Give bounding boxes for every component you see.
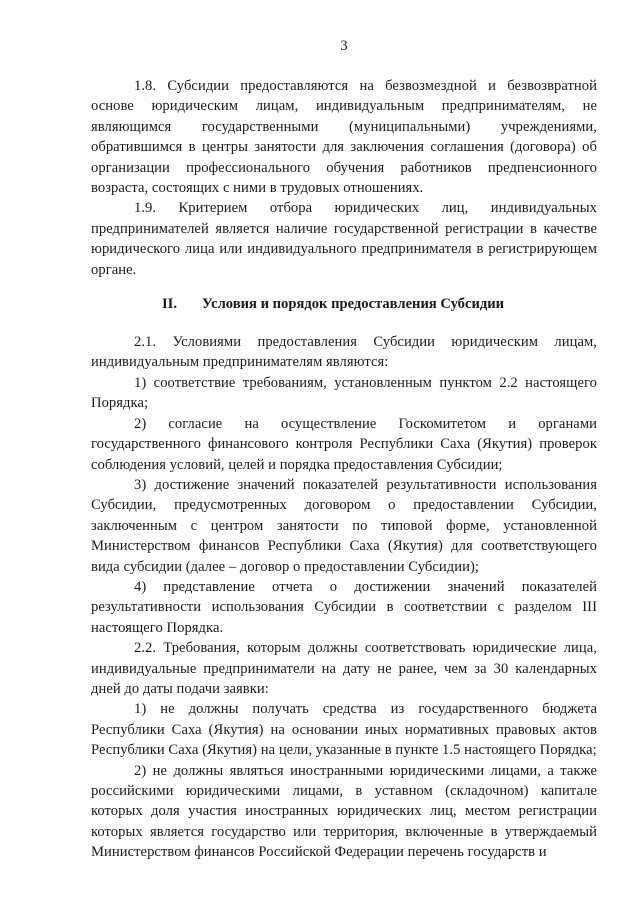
section-title: Условия и порядок предоставления Субсидии — [202, 296, 505, 313]
paragraph-2-1-item-4: 4) представление отчета о достижении значений показателей результативности использования Субсидии в соответствии с разделом III настоящего Порядка. — [91, 578, 597, 636]
paragraph-2-1-item-3: 3) достижение значений показателей результативности использования Субсидии, предусмотренных договором о предоставлении Субсидии, заключенным с центром занятости по типовой форме, установленной Министерством финансов Республики Саха (Якутия) для соответствующего вида субсидии (далее – договор о предоставлении Субсидии); — [91, 476, 597, 575]
paragraph-1-9: 1.9. Критерием отбора юридических лиц, индивидуальных предпринимателей является наличие государственной регистрации в качестве юридического лица или индивидуального предпринимателя в регистрирующем органе. — [91, 200, 597, 278]
paragraph-2-2-item-1: 1) не должны получать средства из государственного бюджета Республики Саха (Якутия) на основании иных нормативных правовых актов Республики Саха (Якутия) на цели, указанные в пункте 1.5 настоящего Порядка; — [91, 701, 597, 759]
section-heading — [91, 294, 597, 314]
paragraph-2-2: 2.2. Требования, которым должны соответствовать юридические лица, индивидуальные предприниматели на дату не ранее, чем за 30 календарных дней до даты подачи заявки: — [91, 640, 597, 697]
section-number: II. — [162, 296, 178, 313]
paragraph-2-1: 2.1. Условиями предоставления Субсидии юридическим лицам, индивидуальным предпринимателям являются: — [91, 334, 597, 371]
paragraph-2-1-item-1: 1) соответствие требованиям, установленным пунктом 2.2 настоящего Порядка; — [91, 374, 597, 412]
page-number: 3 — [340, 38, 348, 54]
paragraph-2-2-item-2: 2) не должны являться иностранными юридическими лицами, а также российскими юридическими лицами, в уставном (складочном) капитале которых доля участия иностранных юридических лиц, местом регистрации которых является государство или территория, включенные в утверждаемый Министерством финансов Российской Федерации перечень государств и — [91, 762, 597, 861]
paragraph-1-8: 1.8. Субсидии предоставляются на безвозмездной и безвозвратной основе юридическим лицам, индивидуальным предпринимателям, не являющимся государственными (муниципальными) учреждениями, обратившимся в центры занятости для заключения соглашения (договора) об организации профессионального обучения работников предпенсионного возраста, состоящих с ними в трудовых отношениях. — [91, 78, 597, 197]
paragraph-2-1-item-2: 2) согласие на осуществление Госкомитетом и органами государственного финансового контроля Республики Саха (Якутия) проверок соблюдения условий, целей и порядка предоставления Субсидии; — [91, 415, 597, 473]
